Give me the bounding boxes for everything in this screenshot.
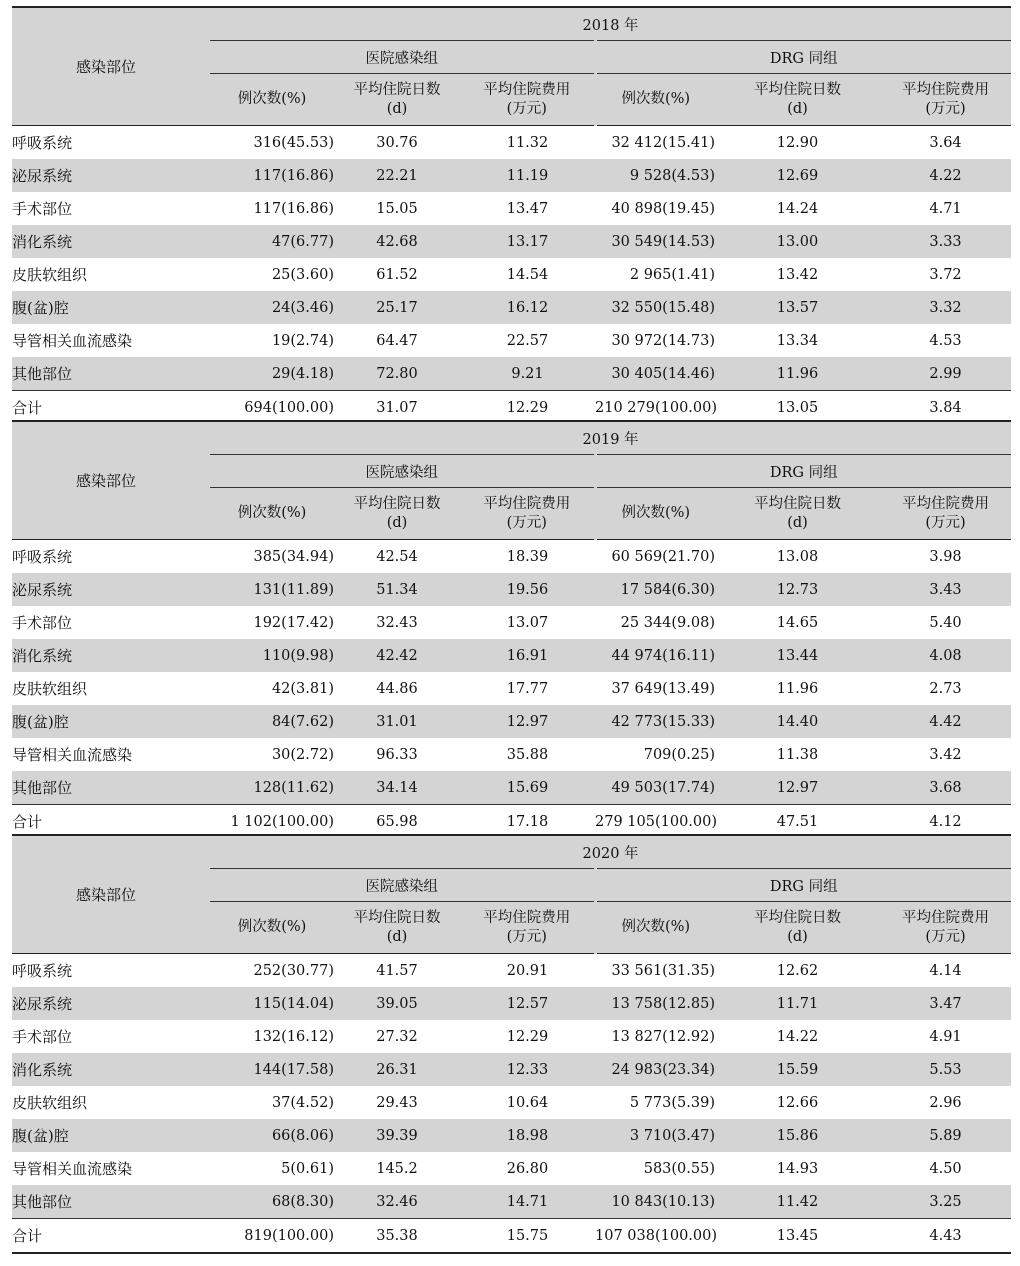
col-days-drg <box>715 74 880 126</box>
infection-site: 呼吸系统 <box>12 962 73 980</box>
col-days-drg <box>715 902 880 954</box>
drg-cases: 32 550(15.48) <box>595 291 715 324</box>
col-cost-hospital <box>460 488 595 540</box>
hospital-cases: 68(8.30) <box>210 1185 334 1219</box>
hospital-avg-days: 61.52 <box>376 266 418 283</box>
col-cases-hospital: 例次数(%) <box>210 902 334 954</box>
hospital-avg-days: 32.46 <box>334 1185 460 1219</box>
hospital-cases: 132(16.12) <box>253 1028 334 1045</box>
hospital-avg-days: 65.98 <box>334 805 460 840</box>
hospital-cases: 819(100.00) <box>210 1219 334 1254</box>
year-block-1 <box>12 420 1011 834</box>
hospital-cases: 5(0.61) <box>281 1160 334 1177</box>
col-cost-line1: 平均住院费用 <box>902 909 990 926</box>
infection-site: 泌尿系统 <box>12 573 210 606</box>
drg-avg-days: 12.97 <box>715 771 880 805</box>
group-drg: DRG 同组 <box>595 869 1011 902</box>
col-cases-hospital: 例次数(%) <box>210 74 334 126</box>
hospital-avg-days: 34.14 <box>334 771 460 805</box>
drg-avg-days: 13.45 <box>715 1219 880 1254</box>
hospital-cases: 37(4.52) <box>271 1094 334 1111</box>
drg-avg-days: 13.42 <box>776 266 819 283</box>
hospital-avg-days: 30.76 <box>376 134 418 151</box>
hospital-avg-cost: 13.47 <box>506 200 549 217</box>
col-days-line1: 平均住院日数 <box>754 909 841 926</box>
table-row <box>12 357 1011 391</box>
drg-avg-cost: 3.64 <box>929 134 962 151</box>
hospital-avg-cost: 9.21 <box>460 357 595 391</box>
col-days-hospital <box>334 74 460 126</box>
drg-avg-cost: 5.53 <box>880 1053 1011 1086</box>
hospital-cases: 385(34.94) <box>253 548 334 565</box>
drg-cases: 17 584(6.30) <box>595 573 715 606</box>
infection-site: 呼吸系统 <box>12 134 73 152</box>
drg-cases: 37 649(13.49) <box>611 680 715 697</box>
hospital-cases: 694(100.00) <box>210 391 334 426</box>
hospital-cases: 117(16.86) <box>253 200 334 217</box>
table-row <box>12 1152 1011 1185</box>
hospital-cases: 42(3.81) <box>271 680 334 697</box>
hospital-avg-cost: 11.19 <box>460 159 595 192</box>
drg-avg-cost: 3.47 <box>880 987 1011 1020</box>
drg-avg-days: 14.24 <box>776 200 819 217</box>
drg-avg-days: 11.96 <box>715 357 880 391</box>
drg-avg-cost: 4.22 <box>880 159 1011 192</box>
drg-cases: 709(0.25) <box>643 746 715 763</box>
infection-site: 其他部位 <box>12 357 210 391</box>
hospital-avg-days: 35.38 <box>334 1219 460 1254</box>
drg-avg-cost: 4.71 <box>929 200 962 217</box>
drg-avg-cost: 4.14 <box>929 962 962 979</box>
hospital-avg-days: 39.39 <box>334 1119 460 1152</box>
drg-cases: 10 843(10.13) <box>595 1185 715 1219</box>
drg-avg-days: 11.71 <box>715 987 880 1020</box>
drg-avg-cost: 3.33 <box>880 225 1011 258</box>
hospital-cases: 128(11.62) <box>210 771 334 805</box>
hospital-cases: 29(4.18) <box>210 357 334 391</box>
hospital-avg-cost: 12.57 <box>460 987 595 1020</box>
infection-site: 导管相关血流感染 <box>12 1160 133 1178</box>
drg-cases: 30 972(14.73) <box>611 332 715 349</box>
drg-avg-days: 14.22 <box>776 1028 819 1045</box>
drg-avg-days: 11.42 <box>715 1185 880 1219</box>
hospital-avg-cost: 12.97 <box>460 705 595 738</box>
hospital-avg-cost: 14.71 <box>460 1185 595 1219</box>
hospital-avg-days: 42.42 <box>334 639 460 672</box>
infection-site: 呼吸系统 <box>12 548 73 566</box>
hospital-avg-cost: 12.29 <box>506 1028 549 1045</box>
table-row <box>12 258 1011 291</box>
drg-avg-cost: 2.73 <box>929 680 962 697</box>
drg-cases: 2 965(1.41) <box>629 266 715 283</box>
hospital-avg-days: 32.43 <box>376 614 418 631</box>
drg-avg-days: 14.65 <box>776 614 819 631</box>
drg-avg-cost: 3.72 <box>929 266 962 283</box>
hospital-avg-cost: 11.32 <box>506 134 549 151</box>
table-row <box>12 954 1011 988</box>
drg-avg-cost: 3.42 <box>929 746 962 763</box>
drg-avg-cost: 5.89 <box>880 1119 1011 1152</box>
hospital-avg-cost: 12.33 <box>460 1053 595 1086</box>
infection-site: 皮肤软组织 <box>12 1094 88 1112</box>
col-days-drg <box>715 488 880 540</box>
drg-avg-cost: 3.32 <box>880 291 1011 324</box>
col-days-hospital <box>334 488 460 540</box>
hospital-avg-days: 29.43 <box>376 1094 418 1111</box>
drg-cases: 42 773(15.33) <box>595 705 715 738</box>
table-row <box>12 324 1011 357</box>
drg-avg-days: 15.59 <box>715 1053 880 1086</box>
drg-cases: 13 758(12.85) <box>595 987 715 1020</box>
drg-avg-days: 11.96 <box>776 680 819 697</box>
col-cost-line1: 平均住院费用 <box>483 495 571 512</box>
drg-avg-cost: 5.40 <box>929 614 962 631</box>
drg-cases: 44 974(16.11) <box>595 639 715 672</box>
group-drg: DRG 同组 <box>595 41 1011 74</box>
col-cost-hospital <box>460 74 595 126</box>
hospital-cases: 1 102(100.00) <box>210 805 334 840</box>
drg-cases: 13 827(12.92) <box>611 1028 715 1045</box>
drg-cases: 210 279(100.00) <box>595 391 715 426</box>
col-cases-hospital: 例次数(%) <box>210 488 334 540</box>
drg-avg-days: 13.34 <box>776 332 819 349</box>
hospital-cases: 316(45.53) <box>253 134 334 151</box>
col-days-line2: (d) <box>787 100 808 117</box>
col-days-line2: (d) <box>787 514 808 531</box>
col-cost-line2: (万元) <box>925 928 966 945</box>
col-days-line2: (d) <box>386 928 408 945</box>
infection-site: 导管相关血流感染 <box>12 746 133 764</box>
infection-site: 消化系统 <box>12 1053 210 1086</box>
infection-site: 手术部位 <box>12 614 73 632</box>
hospital-cases: 252(30.77) <box>253 962 334 979</box>
col-days-line1: 平均住院日数 <box>754 495 841 512</box>
drg-avg-days: 14.93 <box>776 1160 819 1177</box>
drg-avg-cost: 3.68 <box>880 771 1011 805</box>
col-cost-drg <box>880 74 1011 126</box>
group-hospital-infection: 医院感染组 <box>210 455 595 488</box>
table-row <box>12 606 1011 639</box>
table-row <box>12 1185 1011 1219</box>
infection-site: 泌尿系统 <box>12 159 210 192</box>
drg-avg-days: 14.40 <box>715 705 880 738</box>
infection-site: 其他部位 <box>12 1185 210 1219</box>
col-days-line1: 平均住院日数 <box>754 81 841 98</box>
row-label-header: 感染部位 <box>12 835 210 954</box>
col-days-line2: (d) <box>386 514 408 531</box>
drg-avg-cost: 4.50 <box>929 1160 962 1177</box>
year-label: 2020 年 <box>210 835 1011 869</box>
hospital-avg-days: 41.57 <box>376 962 418 979</box>
group-hospital-infection: 医院感染组 <box>210 41 595 74</box>
hospital-cases: 192(17.42) <box>253 614 334 631</box>
table-row <box>12 738 1011 771</box>
table-row <box>12 126 1011 160</box>
col-cost-line2: (万元) <box>506 514 547 531</box>
col-cost-line1: 平均住院费用 <box>902 81 990 98</box>
drg-avg-days: 11.38 <box>776 746 819 763</box>
hospital-avg-days: 96.33 <box>376 746 418 763</box>
drg-cases: 9 528(4.53) <box>595 159 715 192</box>
hospital-avg-cost: 10.64 <box>506 1094 549 1111</box>
table-row <box>12 672 1011 705</box>
hospital-avg-days: 25.17 <box>334 291 460 324</box>
table-row <box>12 705 1011 738</box>
col-cost-line2: (万元) <box>925 100 966 117</box>
col-cost-line2: (万元) <box>506 100 547 117</box>
drg-avg-cost: 4.43 <box>880 1219 1011 1254</box>
drg-cases: 49 503(17.74) <box>595 771 715 805</box>
hospital-cases: 144(17.58) <box>210 1053 334 1086</box>
infection-site: 腹(盆)腔 <box>12 1119 210 1152</box>
infection-site: 腹(盆)腔 <box>12 291 210 324</box>
hospital-cases: 24(3.46) <box>210 291 334 324</box>
table-row <box>12 1053 1011 1086</box>
col-days-hospital <box>334 902 460 954</box>
drg-avg-cost: 4.12 <box>880 805 1011 840</box>
infection-site: 导管相关血流感染 <box>12 332 133 350</box>
hospital-avg-cost: 18.98 <box>460 1119 595 1152</box>
hospital-avg-cost: 16.91 <box>460 639 595 672</box>
infection-site: 皮肤软组织 <box>12 266 88 284</box>
drg-avg-days: 13.44 <box>715 639 880 672</box>
year-block-0 <box>12 6 1011 420</box>
col-cost-line1: 平均住院费用 <box>902 495 990 512</box>
drg-avg-cost: 2.99 <box>880 357 1011 391</box>
infection-site: 合计 <box>12 805 210 840</box>
table-row <box>12 1086 1011 1119</box>
drg-cases: 30 549(14.53) <box>595 225 715 258</box>
row-label-header: 感染部位 <box>12 421 210 540</box>
table-row <box>12 639 1011 672</box>
hospital-avg-days: 22.21 <box>334 159 460 192</box>
infection-site: 腹(盆)腔 <box>12 705 210 738</box>
col-cost-hospital <box>460 902 595 954</box>
hospital-avg-days: 39.05 <box>334 987 460 1020</box>
hospital-avg-cost: 16.12 <box>460 291 595 324</box>
hospital-cases: 66(8.06) <box>210 1119 334 1152</box>
infection-site: 其他部位 <box>12 771 210 805</box>
hospital-avg-days: 26.31 <box>334 1053 460 1086</box>
col-cases-drg: 例次数(%) <box>595 902 715 954</box>
hospital-avg-days: 44.86 <box>376 680 418 697</box>
total-row <box>12 1219 1011 1254</box>
year-block-2 <box>12 834 1011 1248</box>
hospital-avg-cost: 18.39 <box>506 548 549 565</box>
drg-cases: 33 561(31.35) <box>611 962 715 979</box>
col-days-line2: (d) <box>386 100 408 117</box>
drg-avg-cost: 4.91 <box>929 1028 962 1045</box>
col-days-line1: 平均住院日数 <box>353 909 441 926</box>
drg-avg-days: 13.08 <box>776 548 819 565</box>
year-row <box>12 7 1011 41</box>
hospital-avg-cost: 17.77 <box>506 680 549 697</box>
row-label-header: 感染部位 <box>12 7 210 126</box>
group-hospital-infection: 医院感染组 <box>210 869 595 902</box>
drg-avg-cost: 3.25 <box>880 1185 1011 1219</box>
drg-avg-cost: 3.84 <box>880 391 1011 426</box>
hospital-cases: 30(2.72) <box>271 746 334 763</box>
drg-avg-cost: 3.98 <box>929 548 962 565</box>
drg-avg-cost: 4.08 <box>880 639 1011 672</box>
hospital-avg-days: 27.32 <box>376 1028 418 1045</box>
drg-avg-days: 13.00 <box>715 225 880 258</box>
table-row <box>12 573 1011 606</box>
hospital-avg-days: 42.54 <box>376 548 418 565</box>
col-cost-drg <box>880 902 1011 954</box>
group-drg: DRG 同组 <box>595 455 1011 488</box>
hospital-cases: 110(9.98) <box>210 639 334 672</box>
drg-cases: 60 569(21.70) <box>611 548 715 565</box>
year-row <box>12 835 1011 869</box>
drg-cases: 3 710(3.47) <box>595 1119 715 1152</box>
table-row <box>12 987 1011 1020</box>
infection-site: 消化系统 <box>12 225 210 258</box>
hospital-avg-days: 15.05 <box>376 200 418 217</box>
drg-avg-cost: 4.53 <box>929 332 962 349</box>
hospital-avg-days: 64.47 <box>376 332 418 349</box>
hospital-cases: 117(16.86) <box>210 159 334 192</box>
infection-cost-table <box>12 6 1011 1248</box>
drg-cases: 32 412(15.41) <box>611 134 715 151</box>
col-days-line1: 平均住院日数 <box>353 81 441 98</box>
table-row <box>12 1119 1011 1152</box>
hospital-avg-cost: 14.54 <box>506 266 549 283</box>
drg-avg-days: 47.51 <box>715 805 880 840</box>
hospital-avg-days: 72.80 <box>334 357 460 391</box>
col-days-line2: (d) <box>787 928 808 945</box>
infection-site: 泌尿系统 <box>12 987 210 1020</box>
hospital-avg-cost: 35.88 <box>506 746 549 763</box>
drg-cases: 24 983(23.34) <box>595 1053 715 1086</box>
hospital-avg-days: 42.68 <box>334 225 460 258</box>
infection-site: 手术部位 <box>12 1028 73 1046</box>
year-label: 2019 年 <box>210 421 1011 455</box>
hospital-avg-days: 31.07 <box>334 391 460 426</box>
hospital-cases: 115(14.04) <box>210 987 334 1020</box>
drg-avg-cost: 4.42 <box>880 705 1011 738</box>
hospital-avg-cost: 17.18 <box>460 805 595 840</box>
hospital-avg-days: 51.34 <box>334 573 460 606</box>
drg-avg-days: 12.69 <box>715 159 880 192</box>
hospital-avg-cost: 13.07 <box>506 614 549 631</box>
hospital-avg-cost: 15.69 <box>460 771 595 805</box>
drg-avg-days: 12.66 <box>776 1094 819 1111</box>
drg-avg-cost: 2.96 <box>929 1094 962 1111</box>
drg-cases: 30 405(14.46) <box>595 357 715 391</box>
infection-site: 皮肤软组织 <box>12 680 88 698</box>
year-row <box>12 421 1011 455</box>
table-row <box>12 540 1011 574</box>
hospital-cases: 25(3.60) <box>271 266 334 283</box>
year-table <box>12 420 1011 840</box>
drg-cases: 279 105(100.00) <box>595 805 715 840</box>
drg-cases: 25 344(9.08) <box>620 614 715 631</box>
infection-site: 合计 <box>12 391 210 426</box>
hospital-avg-cost: 12.29 <box>460 391 595 426</box>
drg-avg-days: 13.57 <box>715 291 880 324</box>
table-row <box>12 225 1011 258</box>
hospital-cases: 84(7.62) <box>210 705 334 738</box>
drg-avg-days: 15.86 <box>715 1119 880 1152</box>
drg-avg-days: 12.62 <box>776 962 819 979</box>
year-label: 2018 年 <box>210 7 1011 41</box>
infection-site: 消化系统 <box>12 639 210 672</box>
hospital-avg-cost: 13.17 <box>460 225 595 258</box>
hospital-avg-days: 31.01 <box>334 705 460 738</box>
col-cost-line1: 平均住院费用 <box>483 81 571 98</box>
hospital-avg-cost: 20.91 <box>506 962 549 979</box>
drg-cases: 107 038(100.00) <box>595 1219 715 1254</box>
table-row <box>12 1020 1011 1053</box>
table-row <box>12 159 1011 192</box>
hospital-avg-cost: 15.75 <box>460 1219 595 1254</box>
hospital-avg-cost: 22.57 <box>506 332 549 349</box>
hospital-cases: 131(11.89) <box>210 573 334 606</box>
table-row <box>12 192 1011 225</box>
drg-avg-days: 13.05 <box>715 391 880 426</box>
col-cost-line2: (万元) <box>925 514 966 531</box>
hospital-avg-cost: 19.56 <box>460 573 595 606</box>
drg-avg-cost: 3.43 <box>880 573 1011 606</box>
col-cost-line2: (万元) <box>506 928 547 945</box>
hospital-avg-days: 145.2 <box>376 1160 418 1177</box>
year-table <box>12 6 1011 426</box>
col-cost-line1: 平均住院费用 <box>483 909 571 926</box>
drg-cases: 583(0.55) <box>643 1160 715 1177</box>
drg-avg-days: 12.90 <box>776 134 819 151</box>
table-row <box>12 291 1011 324</box>
table-row <box>12 771 1011 805</box>
hospital-cases: 47(6.77) <box>210 225 334 258</box>
infection-site: 手术部位 <box>12 200 73 218</box>
year-table <box>12 834 1011 1254</box>
col-days-line1: 平均住院日数 <box>353 495 441 512</box>
col-cases-drg: 例次数(%) <box>595 488 715 540</box>
infection-site: 合计 <box>12 1219 210 1254</box>
col-cases-drg: 例次数(%) <box>595 74 715 126</box>
hospital-avg-cost: 26.80 <box>506 1160 549 1177</box>
hospital-cases: 19(2.74) <box>271 332 334 349</box>
drg-cases: 5 773(5.39) <box>629 1094 715 1111</box>
drg-cases: 40 898(19.45) <box>611 200 715 217</box>
drg-avg-days: 12.73 <box>715 573 880 606</box>
col-cost-drg <box>880 488 1011 540</box>
